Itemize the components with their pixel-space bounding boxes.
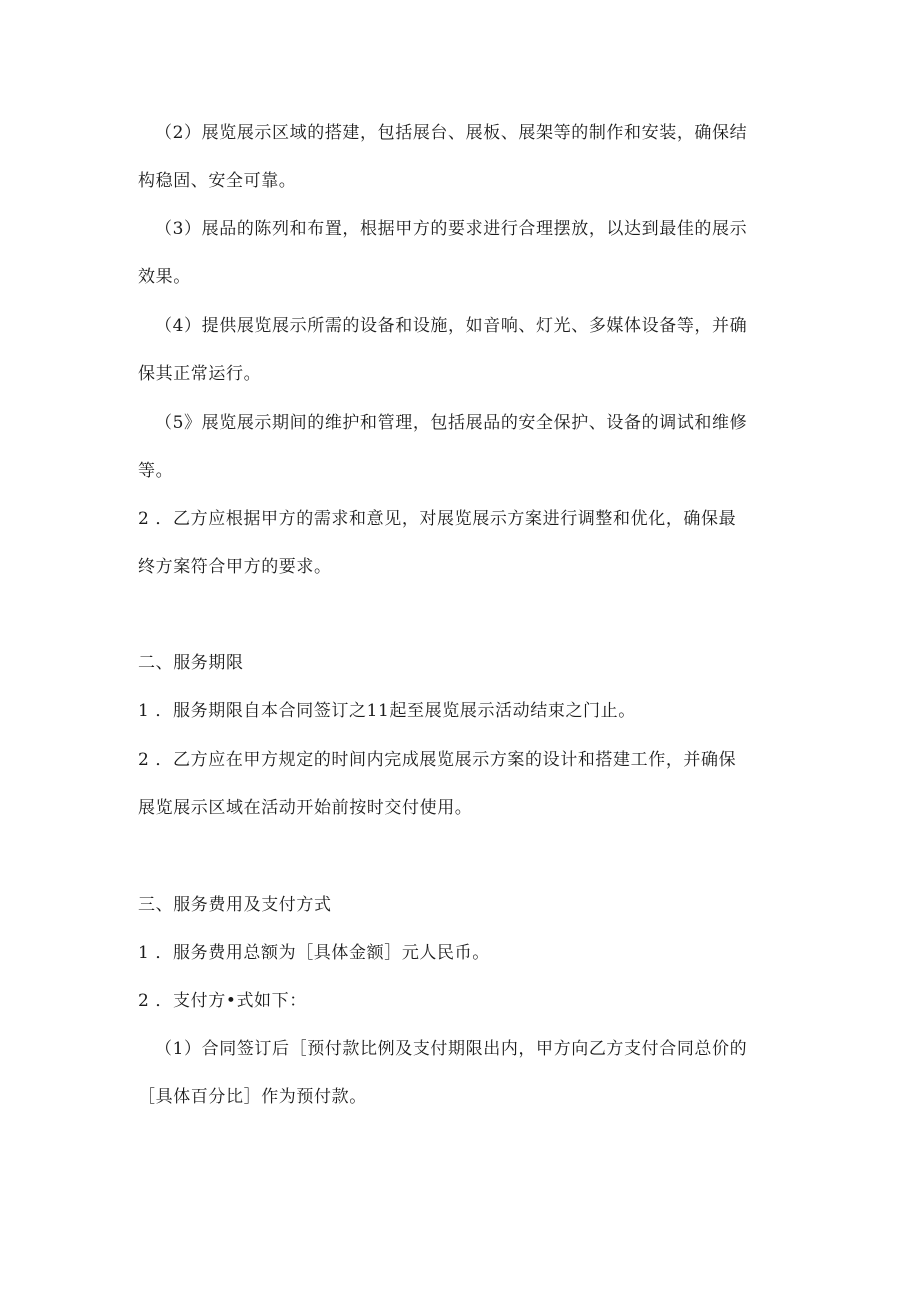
clause-2-line-1: （2）展览展示区域的搭建，包括展台、展板、展架等的制作和安装，确保结 (155, 123, 748, 143)
clause-5-line-1: （5》展览展示期间的维护和管理，包括展品的安全保护、设备的调试和维修 (155, 413, 748, 433)
clause-3-line-2: 效果。 (138, 267, 191, 287)
clause-4-line-1: （4）提供展览展示所需的设备和设施，如音响、灯光、多媒体设备等，并确 (155, 316, 748, 336)
clause-3-line-1: （3）展品的陈列和布置，根据甲方的要求进行合理摆放，以达到最佳的展示 (155, 219, 748, 239)
payment-subitem-1-line-1: （1）合同签订后［预付款比例及支付期限出内，甲方向乙方支付合同总价的 (155, 1039, 748, 1059)
section-heading-fees-payment: 三、服务费用及支付方式 (138, 895, 332, 915)
item-2-line-1: 2 ．乙方应根据甲方的需求和意见，对展览展示方案进行调整和优化，确保最 (138, 509, 737, 529)
period-item-2-line-2: 展览展示区域在活动开始前按时交付使用。 (138, 798, 473, 818)
item-2-line-2: 终方案符合甲方的要求。 (138, 557, 332, 577)
section-heading-service-period: 二、服务期限 (138, 653, 244, 673)
clause-5-line-2: 等。 (138, 461, 174, 481)
fees-item-2: 2 ．支付方•式如下： (138, 991, 307, 1011)
clause-2-line-2: 构稳固、安全可靠。 (138, 171, 297, 191)
clause-4-line-2: 保其正常运行。 (138, 364, 262, 384)
fees-item-1: 1 ．服务费用总额为［具体金额］元人民币。 (138, 943, 490, 963)
payment-subitem-1-line-2: ［具体百分比］作为预付款。 (138, 1087, 367, 1107)
period-item-2-line-1: 2 ．乙方应在甲方规定的时间内完成展览展示方案的设计和搭建工作，并确保 (138, 750, 737, 770)
period-item-1: 1 ．服务期限自本合同签订之11起至展览展示活动结束之门止。 (138, 701, 636, 721)
